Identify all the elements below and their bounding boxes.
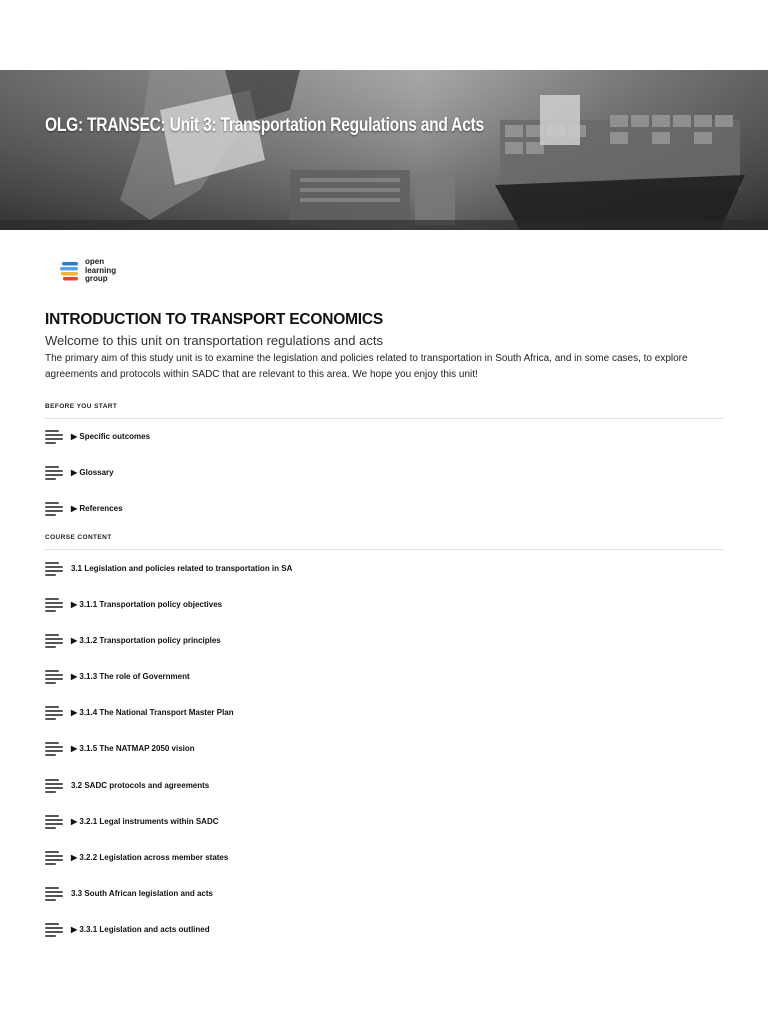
menu-lines-icon [45,501,65,515]
course-content-label: COURSE CONTENT [45,534,112,541]
lesson-item[interactable] [45,558,723,578]
menu-lines-icon [45,741,65,755]
lesson-item[interactable] [45,738,723,758]
logo-text-line: open [85,257,105,266]
welcome-subheading: Welcome to this unit on transportation regulations and acts [45,333,383,348]
lesson-item-label: ▶ References [71,503,123,513]
lesson-item[interactable] [45,775,723,795]
menu-lines-icon [45,597,65,611]
open-learning-group-logo [58,258,128,288]
intro-paragraph: The primary aim of this study unit is to examine the legislation and policies related to transportation in South Africa, and in some cases, to explore agreements and protocols within SADC that are relevant to this area. We hope you enjoy this unit! [45,353,688,380]
lesson-item-label: 3.1 Legislation and policies related to transportation in SA [71,563,293,573]
lesson-item-label: ▶ 3.1.3 The role of Government [71,671,190,681]
section-divider [45,549,723,550]
menu-lines-icon [45,778,65,792]
menu-lines-icon [45,705,65,719]
menu-lines-icon [45,429,65,443]
lesson-item[interactable] [45,498,723,518]
lesson-item-label: ▶ 3.2.1 Legal instruments within SADC [71,816,219,826]
lesson-item-label: 3.2 SADC protocols and agreements [71,780,210,790]
lesson-item-label: ▶ Glossary [71,467,114,477]
course-banner [0,70,768,230]
lesson-item[interactable] [45,462,723,482]
menu-lines-icon [45,886,65,900]
lesson-item[interactable] [45,702,723,722]
logo-text [85,258,116,284]
lesson-item[interactable] [45,847,723,867]
lesson-item-label: ▶ 3.1.1 Transportation policy objectives [71,599,223,609]
menu-lines-icon [45,850,65,864]
lesson-item[interactable] [45,919,723,939]
banner-image [0,70,768,230]
menu-lines-icon [45,561,65,575]
logo-mark-icon [58,260,82,284]
lesson-item-label: ▶ 3.1.2 Transportation policy principles [71,635,221,645]
lesson-item[interactable] [45,594,723,614]
menu-lines-icon [45,922,65,936]
course-title: OLG: TRANSEC: Unit 3: Transportation Regulations and Acts [45,115,484,136]
menu-lines-icon [45,669,65,683]
lesson-item[interactable] [45,666,723,686]
lesson-item[interactable] [45,883,723,903]
lesson-item-label: ▶ 3.3.1 Legislation and acts outlined [71,924,210,934]
lesson-item-label: ▶ Specific outcomes [71,431,151,441]
lesson-item-label: ▶ 3.1.4 The National Transport Master Plan [71,707,234,717]
section-divider [45,418,723,419]
logo-text-line: group [85,274,108,283]
lesson-item[interactable] [45,811,723,831]
lesson-item-label: ▶ 3.2.2 Legislation across member states [71,852,229,862]
menu-lines-icon [45,465,65,479]
logo-text-line: learning [85,265,117,275]
lesson-item[interactable] [45,426,723,446]
lesson-item-label: ▶ 3.1.5 The NATMAP 2050 vision [71,743,195,753]
menu-lines-icon [45,814,65,828]
lesson-item-label: 3.3 South African legislation and acts [71,888,213,898]
page-title: INTRODUCTION TO TRANSPORT ECONOMICS [45,311,384,328]
lesson-item[interactable] [45,630,723,650]
before-you-start-label: BEFORE YOU START [45,403,118,410]
menu-lines-icon [45,633,65,647]
